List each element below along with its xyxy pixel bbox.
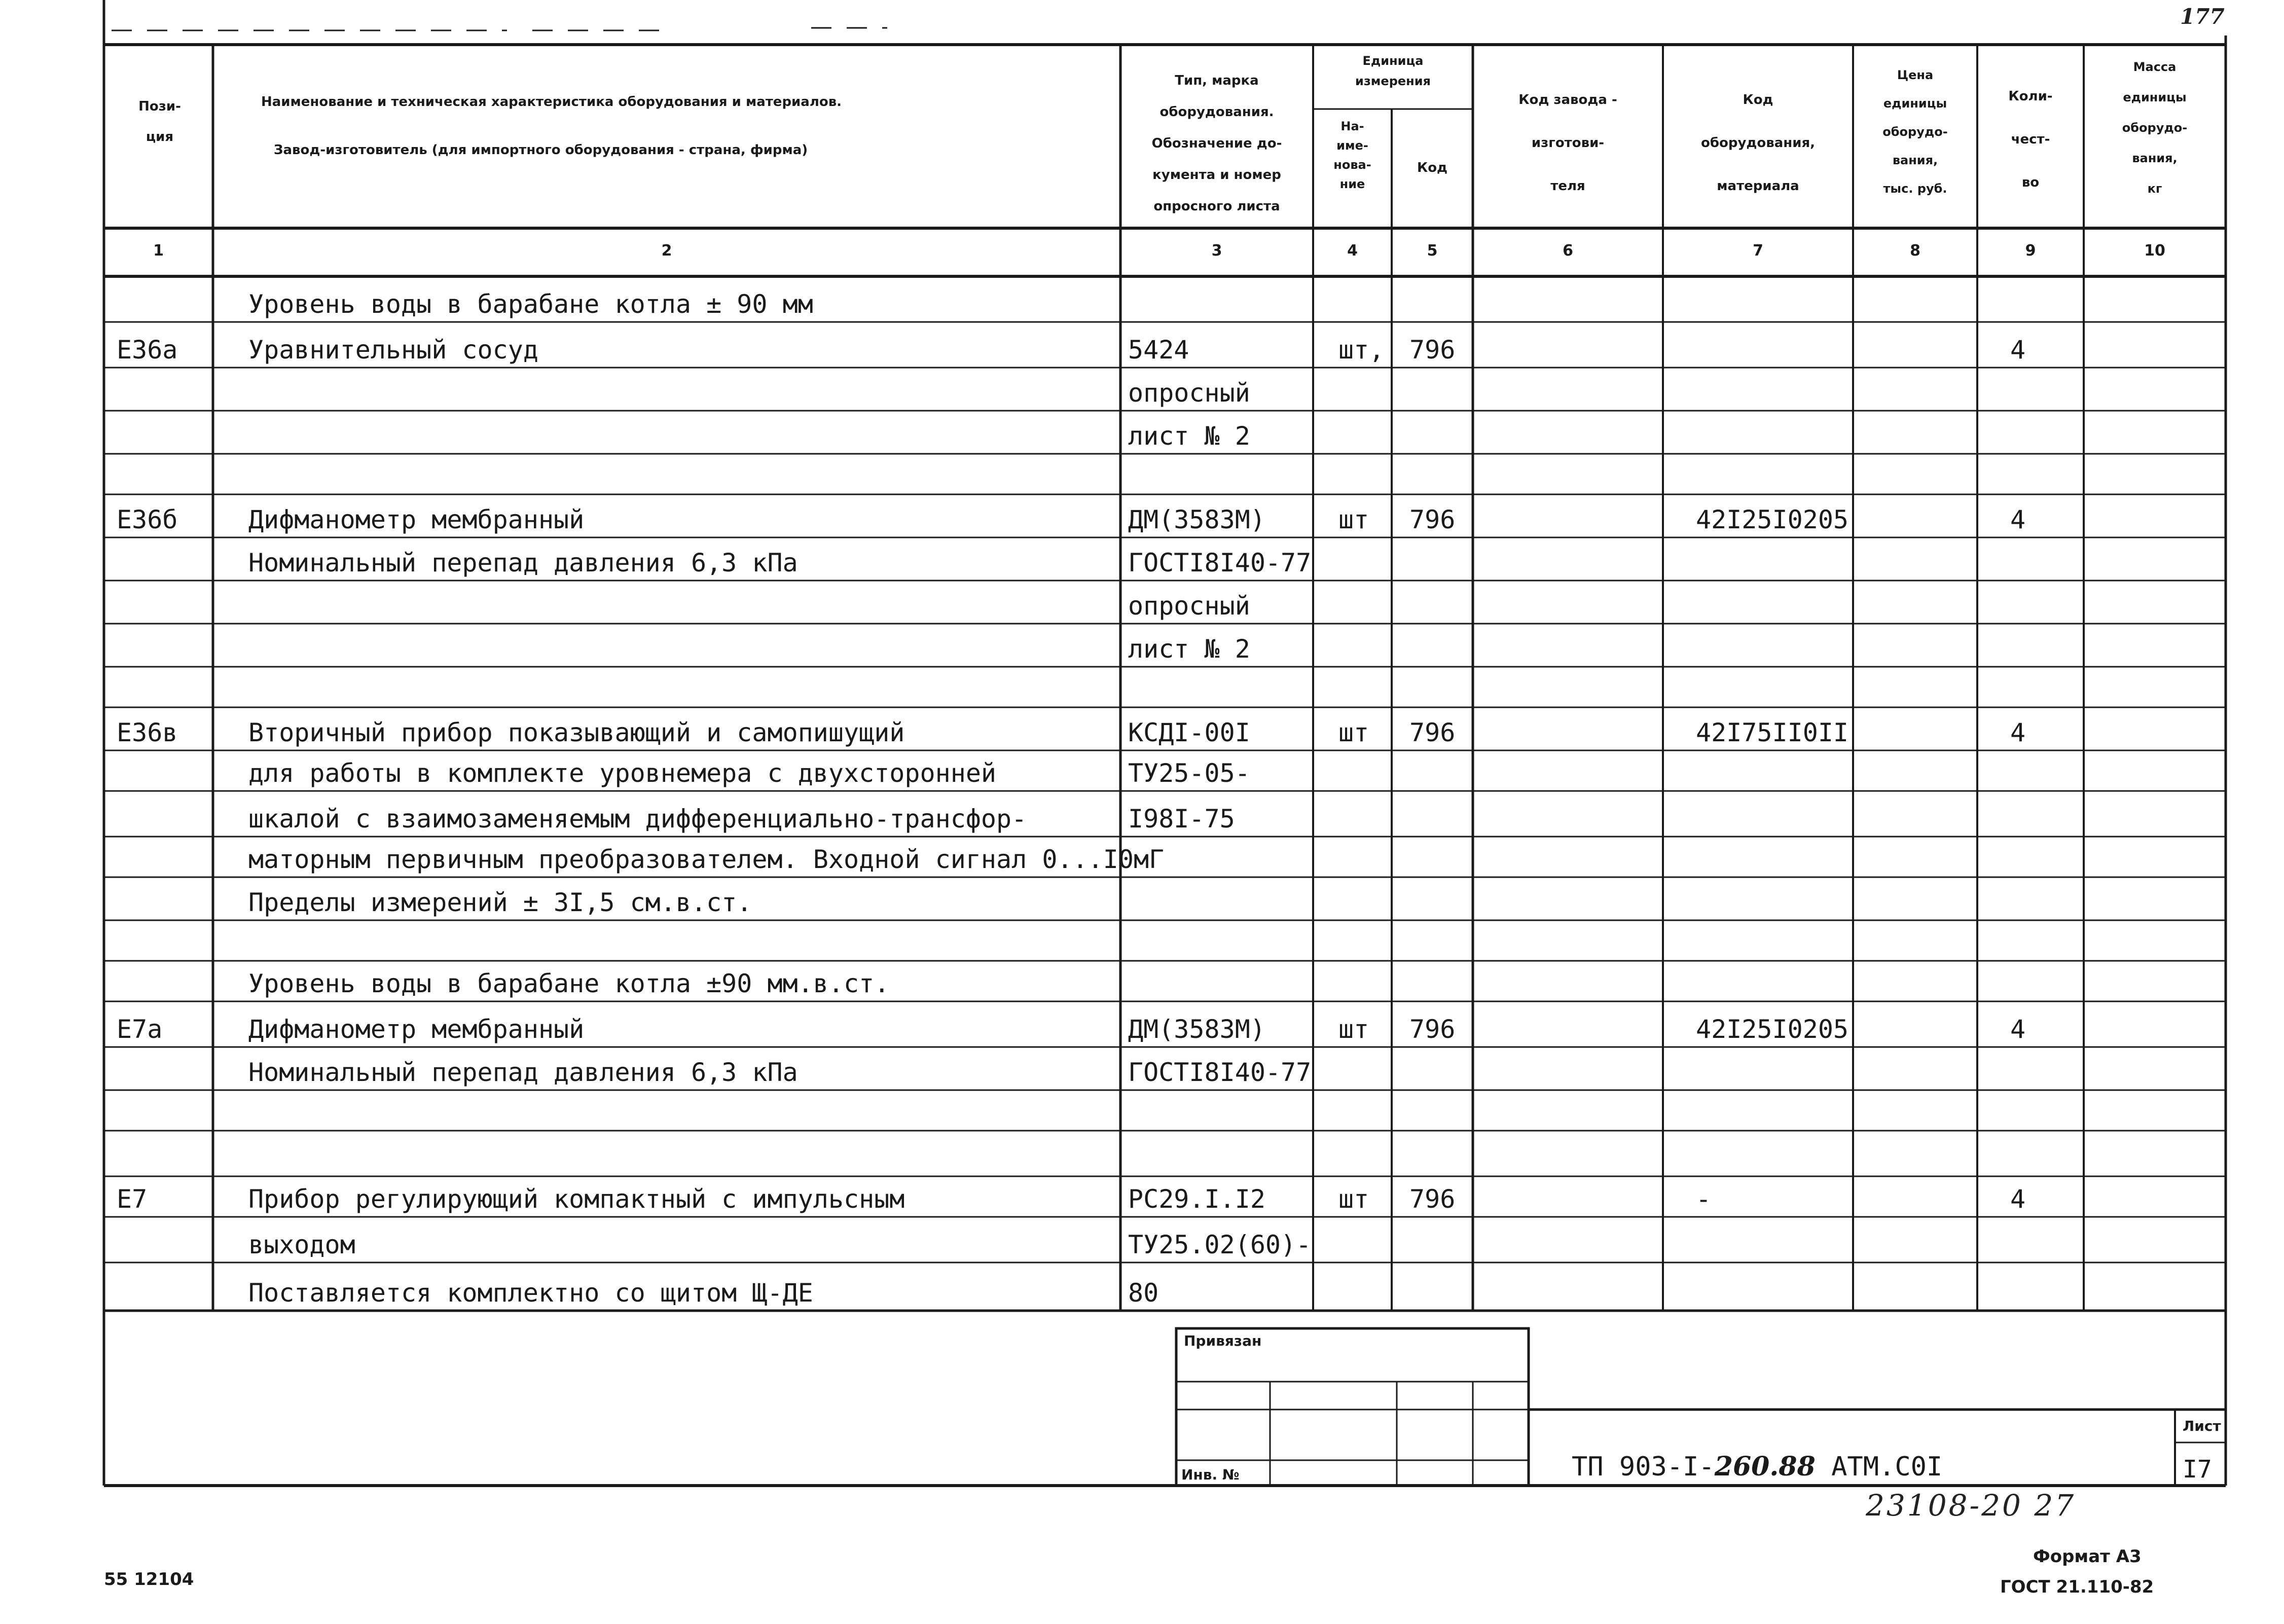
type-cell: I98I-75 xyxy=(1128,804,1235,834)
unit-code-cell: 796 xyxy=(1409,1184,1456,1214)
archive-number: 23108-20 27 xyxy=(1866,1488,2076,1523)
header-mass: Масса единицы оборудо- вания, кг xyxy=(2122,60,2188,196)
column-number: 2 xyxy=(661,242,672,260)
unit-cell: шт xyxy=(1338,1184,1369,1214)
name-cell: шкалой с взаимозаменяемым дифференциально-трансфор- xyxy=(248,804,1027,834)
position-cell: Е7а xyxy=(117,1015,163,1044)
type-cell: ГОСТI8I40-77 xyxy=(1128,548,1312,578)
name-cell: Уровень воды в барабане котла ±90 мм.в.ст. xyxy=(248,969,890,998)
type-cell: лист № 2 xyxy=(1128,634,1250,664)
header-factory-code: Код завода - изготови- теля xyxy=(1518,92,1617,194)
type-cell: ТУ25.02(60)- xyxy=(1128,1230,1312,1259)
name-cell: Уровень воды в барабане котла ± 90 мм xyxy=(248,290,813,319)
header-unit-code: Код xyxy=(1417,160,1448,175)
column-number: 4 xyxy=(1347,242,1358,260)
type-cell: лист № 2 xyxy=(1128,421,1250,451)
position-cell: Е7 xyxy=(117,1184,148,1214)
name-cell: Вторичный прибор показывающий и самопишущий xyxy=(248,718,905,747)
name-cell: Дифманометр мембранный xyxy=(248,505,585,534)
quantity-cell: 4 xyxy=(2010,718,2026,747)
equipment-code-cell: 42I25I0205 xyxy=(1696,505,1849,534)
position-cell: Е36б xyxy=(117,505,178,534)
name-cell: Уравнительный сосуд xyxy=(248,335,538,365)
name-cell: выходом xyxy=(248,1230,355,1259)
type-cell: ТУ25-05- xyxy=(1128,759,1250,788)
type-cell: ДМ(3583М) xyxy=(1128,505,1265,534)
column-number: 7 xyxy=(1753,242,1763,260)
column-number: 10 xyxy=(2144,242,2165,260)
type-cell: ГОСТI8I40-77 xyxy=(1128,1058,1312,1087)
name-cell: Номинальный перепад давления 6,3 кПа xyxy=(248,548,798,578)
unit-code-cell: 796 xyxy=(1409,505,1456,534)
column-number: 1 xyxy=(153,242,164,260)
name-cell: для работы в комплекте уровнемера с двухсторонней xyxy=(248,759,997,788)
stamp-list-value: I7 xyxy=(2183,1455,2212,1484)
name-cell: Поставляется комплектно со щитом Щ-ДЕ xyxy=(248,1278,813,1308)
quantity-cell: 4 xyxy=(2010,505,2026,534)
type-cell: 80 xyxy=(1128,1278,1159,1308)
stamp-inventory-number: Инв. № xyxy=(1181,1466,1240,1483)
type-cell: опросный xyxy=(1128,591,1250,621)
header-name-line1: Наименование и техническая характеристика оборудования и материалов. xyxy=(261,94,842,110)
unit-code-cell: 796 xyxy=(1409,718,1456,747)
column-number: 9 xyxy=(2025,242,2036,260)
type-cell: КСДI-00I xyxy=(1128,718,1250,747)
unit-cell: шт, xyxy=(1338,335,1385,365)
header-name-line2: Завод-изготовитель (для импортного оборудования - страна, фирма) xyxy=(274,142,808,158)
type-cell: опросный xyxy=(1128,378,1250,408)
header-unit-group: Единица измерения xyxy=(1355,54,1431,88)
quantity-cell: 4 xyxy=(2010,335,2026,365)
name-cell: Номинальный перепад давления 6,3 кПа xyxy=(248,1058,798,1087)
unit-code-cell: 796 xyxy=(1409,335,1456,365)
column-number: 3 xyxy=(1211,242,1222,260)
position-cell: Е36а xyxy=(117,335,178,365)
corner-mark: 177 xyxy=(2180,4,2225,29)
quantity-cell: 4 xyxy=(2010,1184,2026,1214)
name-cell: Прибор регулирующий компактный с импульсным xyxy=(248,1184,905,1214)
equipment-code-cell: 42I25I0205 xyxy=(1696,1015,1849,1044)
format-label: Формат А3 xyxy=(2033,1546,2142,1567)
designation-handwritten: 260.88 xyxy=(1714,1451,1816,1482)
header-unit-name: На- име- нова- ние xyxy=(1333,119,1371,191)
column-number: 5 xyxy=(1427,242,1438,260)
type-cell: ДМ(3583М) xyxy=(1128,1015,1265,1044)
header-price: Цена единицы оборудо- вания, тыс. руб. xyxy=(1882,68,1948,196)
bottom-code: 55 12104 xyxy=(104,1569,194,1590)
name-cell: Пределы измерений ± 3I,5 см.в.ст. xyxy=(248,888,752,917)
name-cell: Дифманометр мембранный xyxy=(248,1015,585,1044)
stamp-list-label: Лист xyxy=(2183,1418,2221,1434)
header-quantity: Коли- чест- во xyxy=(2008,89,2053,190)
header-type: Тип, марка оборудования. Обозначение до- кумента и номер опросного листа xyxy=(1151,73,1282,214)
stamp-privyazan: Привязан xyxy=(1184,1332,1262,1349)
column-number: 6 xyxy=(1563,242,1573,260)
header-equipment-code: Код оборудования, материала xyxy=(1700,92,1816,194)
designation-suffix: АТМ.С0I xyxy=(1815,1452,1943,1482)
quantity-cell: 4 xyxy=(2010,1015,2026,1044)
unit-code-cell: 796 xyxy=(1409,1015,1456,1044)
header-position: Пози- ция xyxy=(138,99,181,145)
type-cell: РС29.I.I2 xyxy=(1128,1184,1265,1214)
stamp-designation xyxy=(1572,1451,1942,1482)
column-number: 8 xyxy=(1910,242,1920,260)
equipment-code-cell: 42I75II0II xyxy=(1696,718,1849,747)
equipment-code-cell: - xyxy=(1696,1184,1712,1214)
position-cell: Е36в xyxy=(117,718,178,747)
unit-cell: шт xyxy=(1338,718,1369,747)
gost-label: ГОСТ 21.110-82 xyxy=(2000,1577,2154,1597)
unit-cell: шт xyxy=(1338,1015,1369,1044)
name-cell: маторным первичным преобразователем. Входной сигнал 0...I0мГ xyxy=(248,845,1165,874)
type-cell: 5424 xyxy=(1128,335,1189,365)
designation-prefix: ТП 903-I- xyxy=(1572,1452,1715,1482)
unit-cell: шт xyxy=(1338,505,1369,534)
